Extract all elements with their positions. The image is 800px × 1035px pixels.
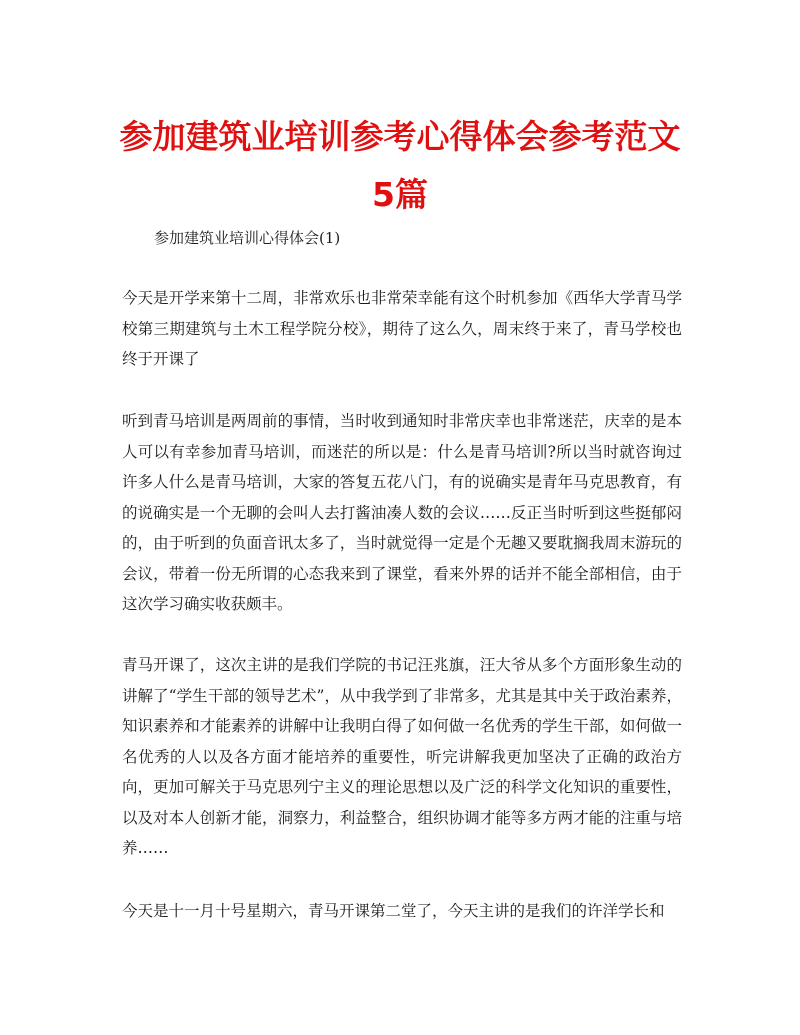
paragraph-4: 今天是十一月十号星期六，青马开课第二堂了，今天主讲的是我们的许洋学长和	[122, 902, 665, 920]
paragraph-2: 听到青马培训是两周前的事情，当时收到通知时非常庆幸也非常迷茫，庆幸的是本人可以有幸参加青马培训，而迷茫的所以是：什么是青马培训?所以当时就咨询过许多人什么是青马培训，大家的答复五花八门，有的说确实是青年马克思教育，有的说确实是一个无聊的会叫人去打酱油凑人数的会议……反正当时听到这些挺郁闷的，由于听到的负面音讯太多了，当时就觉得一定是个无趣又要耽搁我周末游玩的会议，带着一份无所谓的心态我来到了课堂，看来外界的话并不能全部相信，由于这次学习确实收获颇丰。	[122, 412, 682, 613]
document-subtitle: 参加建筑业培训心得体会(1)	[154, 229, 341, 247]
document-title: 参加建筑业培训参考心得体会参考范文5篇	[119, 117, 681, 214]
paragraph-3: 青马开课了，这次主讲的是我们学院的书记汪兆旗，汪大爷从多个方面形象生动的讲解了“学生干部的领导艺术”，从中我学到了非常多，尤其是其中关于政治素养，知识素养和才能素养的讲解中让我明白得了如何做一名优秀的学生干部，如何做一名优秀的人以及各方面才能培养的重要性，听完讲解我更加坚决了正确的政治方向，更加可解关于马克思列宁主义的理论思想以及广泛的科学文化知识的重要性，以及对本人创新才能，洞察力，利益整合，组织协调才能等多方两才能的注重与培养……	[122, 656, 682, 857]
paragraph-1: 今天是开学来第十二周，非常欢乐也非常荣幸能有这个时机参加《西华大学青马学校第三期建筑与土木工程学院分校》，期待了这么久，周末终于来了，青马学校也终于开课了	[122, 289, 682, 368]
